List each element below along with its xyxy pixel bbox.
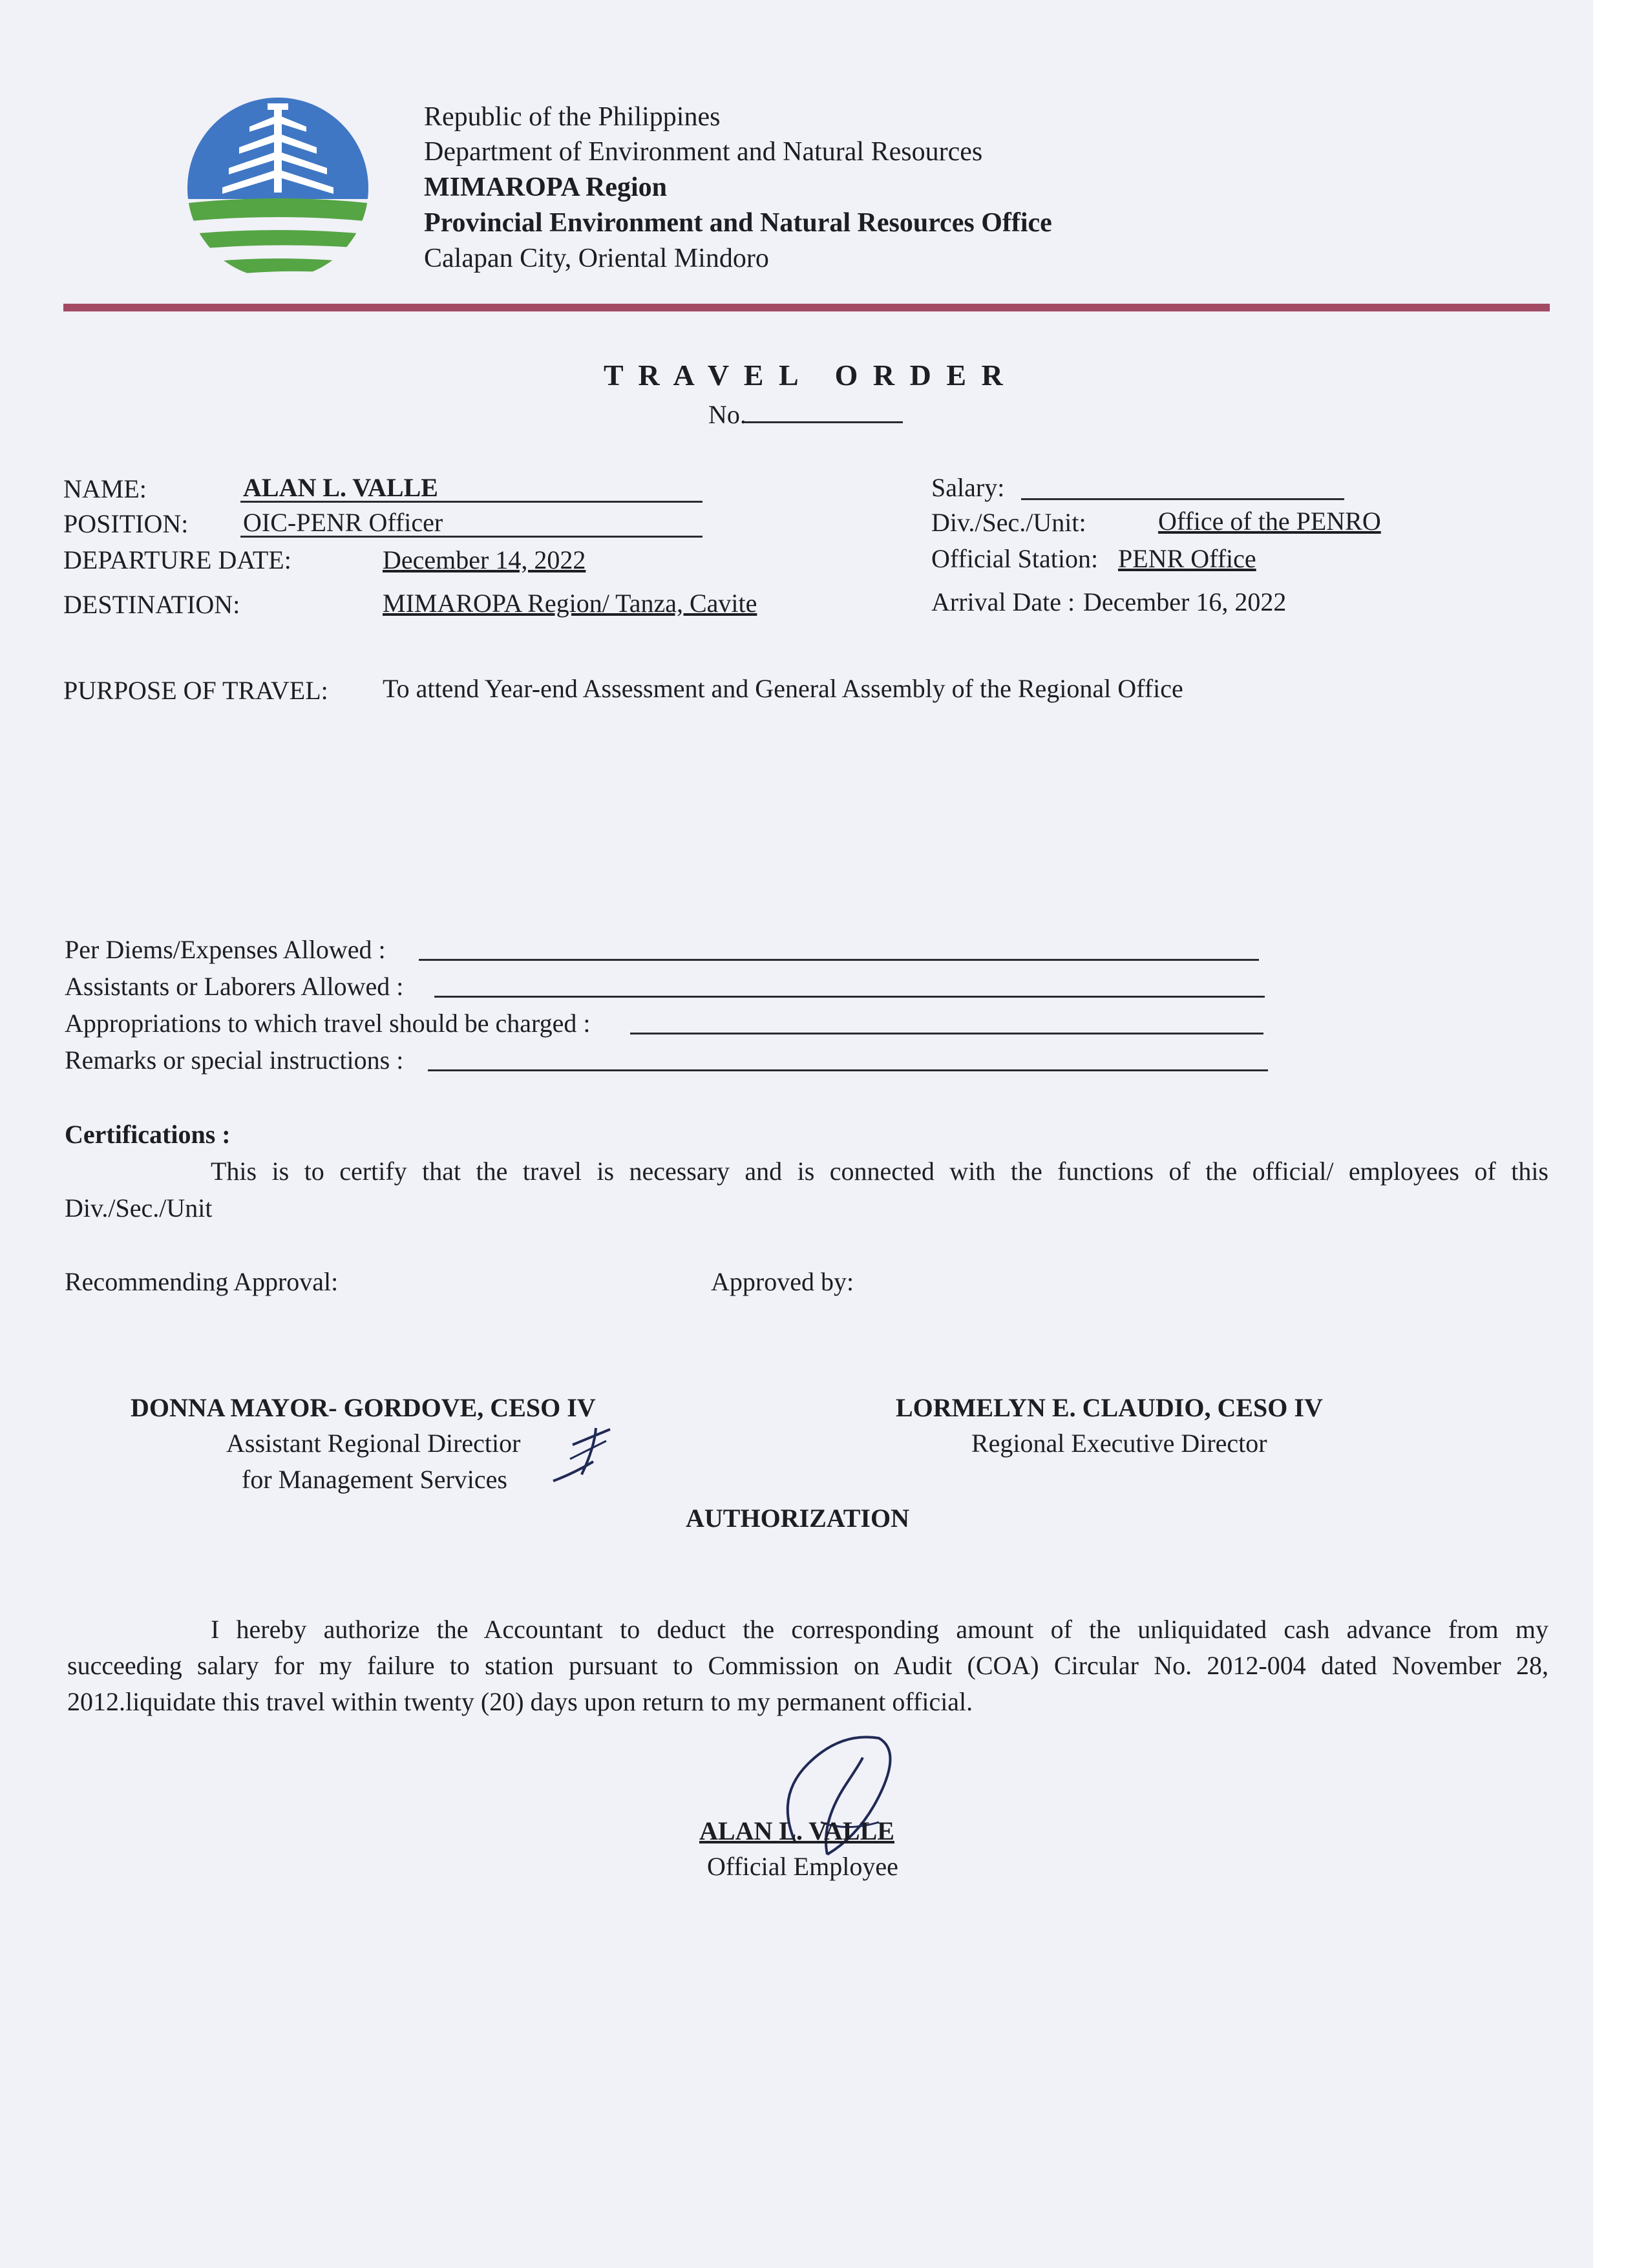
authorization-heading: AUTHORIZATION — [686, 1504, 909, 1533]
certifications-heading: Certifications : — [65, 1120, 231, 1149]
header-republic: Republic of the Philippines — [424, 102, 721, 132]
header-department: Department of Environment and Natural Resources — [424, 137, 983, 167]
position-value: OIC-PENR Officer — [243, 508, 443, 537]
header-region: MIMAROPA Region — [424, 173, 668, 202]
position-line — [240, 536, 703, 538]
appropriations-label: Appropriations to which travel should be charged : — [65, 1009, 591, 1038]
certification-text-line2: Div./Sec./Unit — [65, 1193, 213, 1223]
approver-title: Regional Executive Director — [971, 1429, 1267, 1458]
departure-label: DEPARTURE DATE: — [63, 545, 291, 574]
assistants-line — [434, 996, 1265, 998]
remarks-label: Remarks or special instructions : — [65, 1045, 404, 1075]
page-title: T R A V E L O R D E R — [604, 359, 1007, 392]
header-city: Calapan City, Oriental Mindoro — [424, 244, 769, 273]
order-no-line — [745, 421, 903, 423]
purpose-value: To attend Year-end Assessment and General Assembly of the Regional Office — [383, 674, 1183, 703]
name-line — [240, 501, 703, 503]
station-value: PENR Office — [1118, 544, 1256, 573]
header-office: Provincial Environment and Natural Resources Office — [424, 208, 1052, 238]
arrival-label: Arrival Date : — [931, 587, 1075, 616]
recommender-name: DONNA MAYOR- GORDOVE, CESO IV — [131, 1393, 596, 1422]
recommender-title1: Assistant Regional Directior — [226, 1429, 521, 1458]
destination-label: DESTINATION: — [63, 590, 240, 619]
scan-margin — [1593, 0, 1648, 2268]
order-no-label: No. — [708, 400, 746, 429]
recommending-label: Recommending Approval: — [65, 1267, 339, 1296]
purpose-label: PURPOSE OF TRAVEL: — [63, 676, 328, 705]
per-diem-label: Per Diems/Expenses Allowed : — [65, 935, 386, 964]
salary-line — [1021, 498, 1344, 500]
authorization-line1: I hereby authorize the Accountant to deduct the corresponding amount of the unliquidated cash advance from my — [211, 1615, 1548, 1644]
departure-value: December 14, 2022 — [383, 545, 586, 574]
authorization-line3: 2012.liquidate this travel within twenty (20) days upon return to my permanent official. — [67, 1687, 973, 1716]
name-label: NAME: — [63, 474, 147, 503]
certification-text-line1: This is to certify that the travel is necessary and is connected with the functions of the official/ employees of this — [211, 1157, 1548, 1186]
signatory-title: Official Employee — [707, 1852, 898, 1881]
station-label: Official Station: — [931, 544, 1099, 573]
assistants-label: Assistants or Laborers Allowed : — [65, 972, 404, 1001]
recommender-title2: for Management Services — [242, 1465, 507, 1494]
approved-label: Approved by: — [711, 1267, 854, 1296]
salary-label: Salary: — [931, 473, 1005, 502]
signatory-name: ALAN L. VALLE — [699, 1816, 894, 1845]
unit-value: Office of the PENRO — [1158, 507, 1381, 536]
unit-label: Div./Sec./Unit: — [931, 508, 1086, 537]
appropriations-line — [630, 1033, 1263, 1034]
remarks-line — [428, 1069, 1268, 1071]
per-diem-line — [419, 959, 1259, 961]
approver-name: LORMELYN E. CLAUDIO, CESO IV — [896, 1393, 1323, 1422]
destination-value: MIMAROPA Region/ Tanza, Cavite — [383, 589, 757, 618]
authorization-line2: succeeding salary for my failure to station pursuant to Commission on Audit (COA) Circular No. 2012-004 dated November 28, — [67, 1651, 1548, 1680]
name-value: ALAN L. VALLE — [243, 473, 438, 502]
position-label: POSITION: — [63, 509, 189, 538]
initial-signature-icon — [548, 1422, 626, 1493]
header-rule — [63, 304, 1550, 311]
denr-logo-icon — [177, 96, 379, 280]
arrival-value: December 16, 2022 — [1083, 587, 1287, 616]
